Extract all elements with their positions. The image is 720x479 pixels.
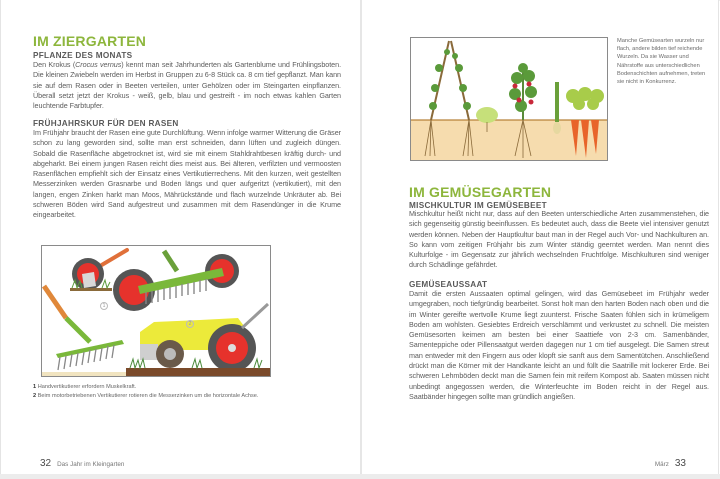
caption-number: 2: [33, 392, 37, 399]
figure-label-2: 2: [186, 320, 194, 328]
subheading-sowing: GEMÜSEAUSSAAT: [409, 280, 488, 289]
caption-2: [33, 392, 333, 401]
latin-name: Crocus vernus: [75, 60, 122, 69]
caption-text: Beim motorbetriebenen Vertikutierer rotieren die Messerzinken um die horizontale Achse.: [37, 392, 259, 399]
folio-left: [40, 458, 130, 469]
text-segment: Den Krokus (: [33, 60, 76, 69]
page-number-left: 32: [40, 458, 52, 469]
mixed-culture-roots-illustration: [410, 37, 608, 161]
subheading-plant-of-month: PFLANZE DES MONATS: [33, 51, 133, 60]
running-title-left: Das Jahr im Kleingarten: [57, 461, 125, 468]
lawn-cure-text: Im Frühjahr braucht der Rasen eine gute Durchlüftung. Wenn infolge warmer Witterung die Gräser schon zu lang geworden sind, sollte man erst schneiden, dann lüften und zugleich düngen. Sobald die Rasenfläche abgetrocknet ist, wird sie mit einem Stahldrahtbesen kräftig durch- und abgeharkt. Bei einem jungen Rasen reicht dies meist aus. Bei älteren, verfilzten und vermoosten Rasenflächen empfiehlt sich der Einsatz eines Vertikutierrechens. Mit den kurzen, weit gestellten Messerzinken werden Grasnarbe und Boden längs und quer aufgeritzt (vertikutiert), mit den langen, engen Zinken harkt man Moos, Mährückstände und flach wurzelnde Unkräuter ab. Bei schweren Böden wird Sand aufgestreut und zusammen mit dem Rasendünger in die Krume eingearbeitet.: [33, 128, 341, 220]
section-title-ziergarten: IM ZIERGARTEN: [33, 33, 147, 49]
page-number-right: 33: [674, 458, 686, 469]
caption-text: Handvertikutierer erfordern Muskelkraft.: [37, 384, 137, 390]
illustration-side-note: Manche Gemüsearten wurzeln nur flach, andere bilden tief reichende Wurzeln. Da sie Wasser und Nährstoffe aus unterschiedlichen Bodenschichten aufnehmen, treten sie nicht in Konkurrenz.: [617, 38, 706, 86]
caption-number: 1: [33, 384, 37, 390]
figure-captions: [33, 383, 333, 400]
page-bottom-edge: [0, 474, 720, 479]
scarifier-drawing: [42, 246, 270, 376]
roots-drawing: [411, 38, 607, 160]
subheading-lawn-cure: FRÜHJAHRSKUR FÜR DEN RASEN: [33, 119, 179, 128]
section-title-gemuesegarten: IM GEMÜSEGARTEN: [409, 184, 552, 200]
plant-of-month-text: [33, 60, 341, 111]
text-segment: ) kennt man seit Jahrhunderten als Gartenblume und Frühlingsboten. Die kleinen Zwiebeln werden im Herbst in Gruppen zu 6-8 Stück ca. 8 cm tief gepflanzt. Man kann sie auf dem Rasen oder in Beeten verteilen, unter Gehölzen oder im Steingarten einpflanzen. Überall setzt jetzt der Krokus - weiß, gelb, blau und gestreift - im noch etwas kahlen Garten leuchtende Farbtupfer.: [33, 60, 342, 111]
subheading-mixed-culture: MISCHKULTUR IM GEMÜSEBEET: [409, 201, 547, 210]
caption-1: [33, 383, 333, 392]
mixed-culture-text: Mischkultur heißt nicht nur, dass auf den Beeten unterschiedliche Arten zusammenstehen, die sich gegenseitig günstig beeinflussen. Es bedeutet auch, dass die Beete viel intensiver genutzt werden können. Neben der Hauptkultur baut man in der Regel auch Vor- und Nachkulturen an. So kann vom zeitigen Frühjahr bis zum Winter ständig geerntet werden. Man nennt dies Kulturfolge - im Gegensatz zur jährlich wechselnden Fruchtfolge. Mischkulturen sind weniger durch Schädlinge gefährdet.: [409, 209, 709, 270]
running-title-right: März: [654, 461, 669, 468]
scarifier-illustration: [41, 245, 271, 377]
sowing-text: Damit die ersten Aussaaten optimal gelingen, wird das Gemüsebeet im Frühjahr weder umgegraben, noch tiefgründig bearbeitet. Sonst holt man den harten Boden nach oben und die im Winter gereifte wertvolle Krume liegt zuunterst. Frische Saaten fühlen sich in krümeligem Boden am wohlsten. Gesiebtes Erdreich verschlämmt und verkrustet zu schnell. Die meisten Gemüsesorten keimen am besten bei einer Saattiefe von 2-3 cm. Samenbänder, Samenteppiche oder Pillensaatgut werden dagegen nur 1 cm tief ausgelegt. Die Samen streut man entweder mit den Fingern aus oder klopft sie sanft aus dem Samentütchen. Anschließend drückt man die Körner mit der Handkante leicht an und füllt die Saatrille mit lockerer Erde. Bei schweren Lehmböden deckt man die Samen fein mit reifem Kompost ab. Saaten müssen nicht unbedingt angegossen werden, die Winterfeuchte im Boden reicht in der Regel aus. Saatbänder hingegen sollte man gründlich angießen.: [409, 289, 709, 401]
figure-label-1: 1: [100, 302, 108, 310]
folio-right: [649, 458, 686, 469]
